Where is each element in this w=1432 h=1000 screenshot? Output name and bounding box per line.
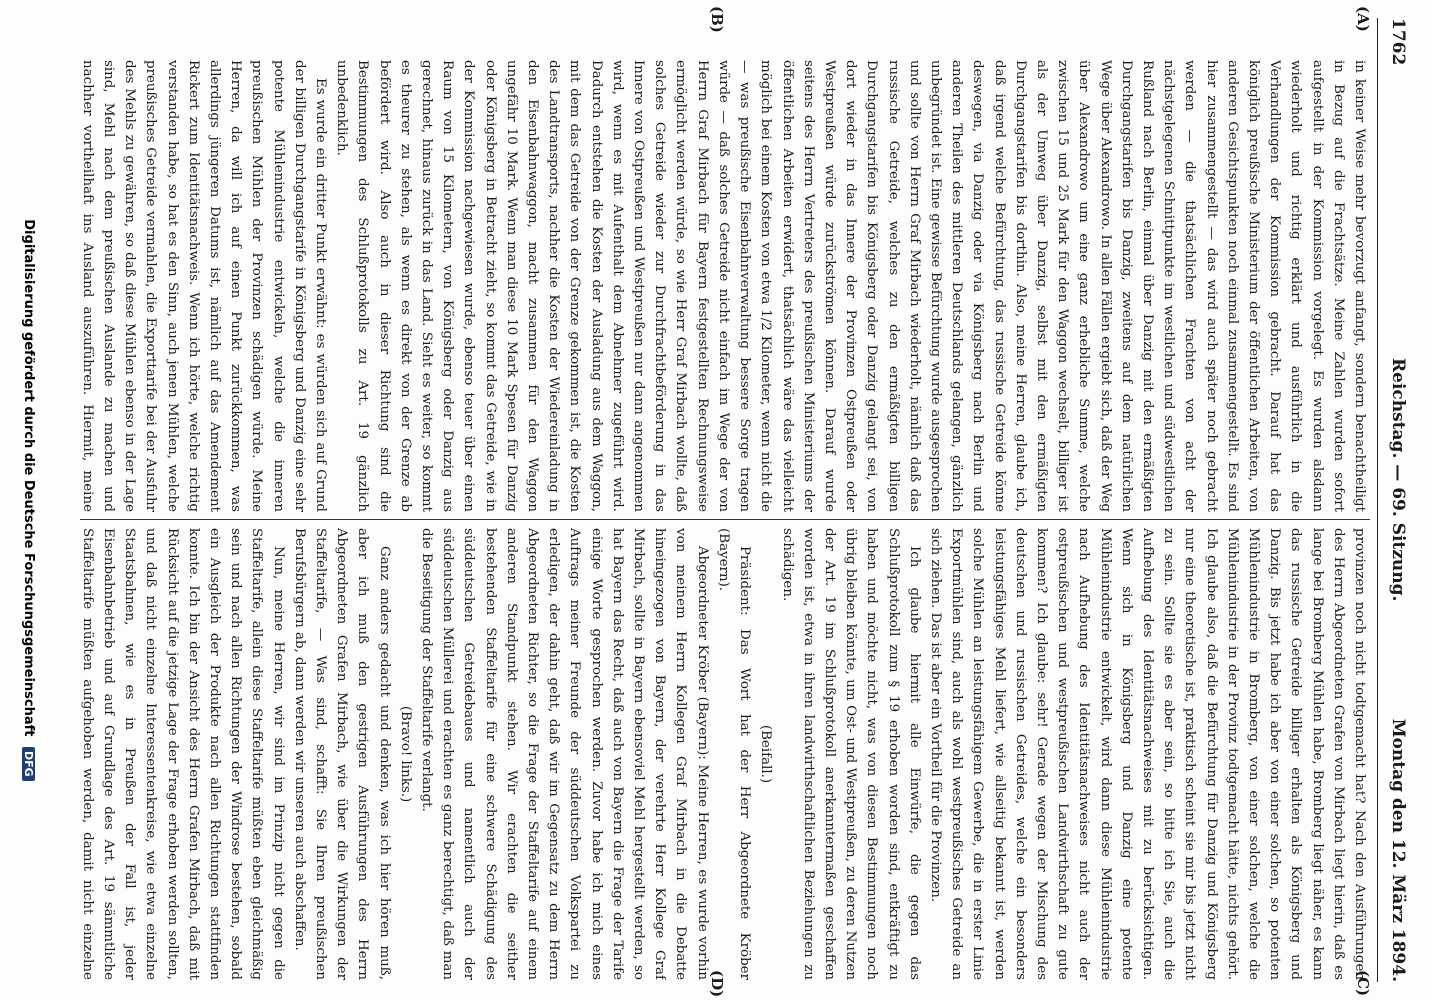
margin-mark-c: (C) — [1354, 970, 1372, 997]
header-rule — [1377, 18, 1378, 982]
credit-text: Digitalisierung gefördert durch die Deutsche Forschungsgemeinschaft — [21, 219, 36, 737]
dfg-logo: DFG — [22, 747, 35, 781]
speaker-paragraph: Präsident: Das Wort hat der Herr Abgeordnete Kröber (Bayern). — [715, 528, 753, 980]
interjection: (Beifall.) — [758, 724, 774, 784]
session-title: Reichstag. — 69. Sitzung. — [1388, 358, 1408, 602]
interjection: (Bravo! links.) — [397, 705, 413, 803]
right-column — [80, 528, 1370, 980]
margin-mark-d: (D) — [708, 970, 726, 998]
margin-mark-a: (A) — [1354, 6, 1372, 32]
page-number: 1762 — [1388, 18, 1408, 66]
session-date: Montag den 12. März 1894. — [1388, 718, 1408, 982]
running-header — [1380, 18, 1408, 982]
paragraph: Ganz anders gedacht und denken, was ich hier hören muß, aber ich muß den gestrigen Ausführungen des Herrn Abgeordneten Grafen Mirbach, wie über die Wirkungen der Staffeltarife, — Was sind, schafft: Sie Ihren preußischen Berufsbürgern ab, dann werden wir unseren auch abschaffen. — [291, 528, 392, 980]
speaker-paragraph: Abgeordneter Kröber (Bayern): Meine Herren, es wurde vorhin von meinem Herrn Kollegen Graf Mirbach in die Debatte hineingezogen von Bayern, der verehrte Herr Kollege Graf Mirbach, sollte in Bayern ebensoviel Mehl hergestellt werden, so hat Bayern das Recht, daß auch von Bayern die Frage der Tarife einige Worte gesprochen werden. Zuvor habe ich mich eines Auftrags meiner Freunde der süddeutschen Volkspartei zu erledigen, der dahin geht, daß wir im Gegensatz zu dem Herrn Abgeordneten Richter, so die Frage der Staffeltarife auf einem anderen Standpunkt stehen. Wir erachten die seither bestehenden Staffeltarife für eine schwere Schädigung des süddeutschen Getreidebaues und namentlich auch der süddeutschen Müllerei und erachten es ganz berechtigt, daß man die Beseitigung der Staffeltarife verlangt. — [419, 528, 710, 980]
margin-mark-b: (B) — [708, 6, 726, 33]
column-divider — [80, 519, 1370, 520]
paragraph: Nun, meine Herren, wir sind im Prinzip nicht gegen die Staffeltarife, allein diese Staffeltarife müßten eben gleichmäßig sein und nach allen Richtungen der Windrose bestehen, sobald ein Ausgleich der Produkte nach allen Richtungen stattfinden konnte. Ich bin der Ansicht des Herrn Grafen Mirbach, daß mit Rücksicht auf die jetzige Lage der Frage erhoben werden sollten, und daß nicht einzelne Interessentenkreise, wie etwa einzelne Staatsbahnen, wie es in Preußen der Fall ist, jeder Eisenbahnbetrieb und auf Grundlage des Art. 19 sämmtliche Staffeltarife müßten aufgehoben werden, damit nicht einzelne — [80, 528, 286, 980]
paragraph: Ich glaube hiermit alle Einwürfe, die gegen das Schlußprotokoll zum § 19 erhoben worden sind, entkräftigt zu haben und möchte nicht, was von diesen Bestimmungen noch übrig bleiben könnte, um Ost- und Westpreußen, zu deren Nutzen der Art. 19 im Schlußprotokoll anerkanntermaßen geschaffen worden ist, etwa in ihren landwirthschaftlichen Beziehungen zu schädigen. — [779, 528, 922, 980]
paragraph: provinzen noch nicht todtgemacht hat? Nach den Ausführungen des Herrn Abgeordneten Grafen von Mirbach liegt hierin, daß es lange bei Bromberg Mühlen habe, Bromberg liegt näher, es kann das russische Getreide billiger erhalten als Königsberg und Danzig. Bis jetzt habe ich aber von einer solchen, so potenten Mühlenindustrie in Bromberg, von einer solchen, welche die Mühlenindustrie in der Provinz todtgemacht hätte, nichts gehört. Ich glaube also, daß die Befürchtung für Danzig und Königsberg nur eine theoretische ist, praktisch scheint sie mir bis jetzt nicht zu sein. Sollte sie es aber sein, so bitte ich Sie, auch die Aufhebung des Identitätsnachweises mit zu berücksichtigen. Wenn sich in Königsberg und Danzig eine potente Mühlenindustrie entwickelt, wird dann diese Mühlenindustrie nach Aufhebung des Identitätsnachweises nicht auch der ostpreußischen und westpreußischen Landwirthschaft zu gute kommen? Ich glaube: sehr! Gerade wegen der Mischung des deutschen und russischen Getreides, welche ein besonders leistungsfähiges Mehl liefert, wie allseitig bekannt ist, werden solche Mühlen an leistungsfähigem Gewerbe, die in erster Linie Exportmühlen sind, auch als wohl westpreußisches Getreide an sich ziehen. Das ist aber ein Vortheil für die Provinzen. — [927, 528, 1367, 980]
paragraph: in keiner Weise mehr bevorzugt anfangt, sondern benachtheiligt in Bezug auf die Frachtsätze. Meine Zahlen wurden sofort aufgestellt in der Kommission vorgelegt. Es wurden alsdann wiederholt und richtig erklärt und ausführlich in die Verhandlungen der Kommission gebracht. Darauf hat das königlich preußische Ministerium der öffentlichen Arbeiten, von anderen Gesichtspunkten noch einmal zusammengestellt. Es sind hier zusammengestellt — das wird auch später noch gebracht werden — die thatsächlichen Frachten von acht der nächstgelegenen Schnittpunkte im westlichen und südwestlichen Rußland nach Berlin, einmal über Danzig mit den ermäßigten Durchgangstarifen bis Danzig, zweitens auf dem natürlichen Wege über Alexandrowo. In allen Fällen ergiebt sich, daß der Weg über Alexandrowo um eine ganz erhebliche Summe, welche zwischen 15 und 25 Mark für den Waggon wechselt, billiger ist als der Umweg über Danzig, selbst mit den ermäßigten Durchgangstarifen bis dorthin. Also, meine Herren, glaube ich, daß irgend welche Befürchtung, das russische Getreide könne deswegen, via Danzig oder via Königsberg nach Berlin und anderen Theilen des mittleren Deutschlands gelangen, gänzlich unbegründet ist. Eine gewisse Befürchtung wurde ausgesprochen und sollte von Herrn Graf Mirbach wiederholt, nämlich daß das russische Getreide, welches zu den ermäßigten billigen Durchgangstarifen bis Königsberg oder Danzig gelangt sei, von dort wieder in das Innere der Provinzen Ostpreußen oder Westpreußen würde zurückströmen können. Darauf wurde seitens des Herrn Vertreters des preußischen Ministeriums der öffentlichen Arbeiten erwidert, thatsächlich wäre das vielleicht möglich bei einem Kosten von etwa 1/2 Kilometer, wenn nicht die — was preußische Eisenbahnverwaltung bessere Sorge tragen würde — daß solches Getreide nicht einfach im Wege der von Herrn Graf Mirbach für Bayern festgestellten Rechnungsweise ermöglicht werden würde, so wie Herr Graf Mirbach wollte, daß solches Getreide wieder zur Durchfrachtbeförderung in das Innere von Ostpreußen und Westpreußen nur dann angenommen wird, wenn es mit Aufenthalt dem Abnehmer zugeführt wird. Dadurch entstehen die Kosten der Ausladung aus dem Waggon, mit dem das Getreide von der Grenze gekommen ist, die Kosten des Landtransports, nachher die Kosten der Wiedereinladung in den Eisenbahnwaggon, macht zusammen für den Waggon ungefähr 10 Mark. Wenn man diese 10 Mark Spesen für Danzig oder Königsberg in Betracht zieht, so kommt das Getreide, wie in der Kommission nachgewiesen wurde, ebenso teuer über einen Raum von 15 Kilometern, von Königsberg oder Danzig aus gerechnet, hinaus zurück in das Land. Sieht es weiter, so kommt es theurer zu stehen, als wenn es direkt von der Grenze ab befördert wird. Also auch in dieser Richtung sind die Bestimmungen des Schlußprotokolls zu Art. 19 gänzlich unbedenklich. — [334, 60, 1367, 512]
digitization-credit — [12, 0, 36, 1000]
left-column — [80, 60, 1370, 512]
paragraph: Es wurde ein dritter Punkt erwähnt: es würden sich auf Grund der billigen Durchgangstarife in Königsberg und Danzig eine sehr potente Mühlenindustrie entwickeln, welche die inneren preußischen Mühlen der Provinzen schädigen würde. Meine Herren, da will ich auf einen Punkt zurückkommen, was allerdings jüngeren Datums ist, nämlich auf das Amendement Rickert zum Identitätsnachweis. Wenn ich hörte, welche richtig verstanden habe, so hat es den Sinn, auch jenen Mühlen, welche preußisches Getreide vermahlen, die Exporttarife bei der Ausfuhr des Mehls zu gewähren, so daß diese Mühlen ebenso in der Lage sind, Mehl nach dem preußischen Auslande zu machen und nachher vortheilhaft ins Ausland auszuführen. Hiermit, meine — [80, 60, 329, 512]
scanned-page — [6, 0, 1416, 1000]
